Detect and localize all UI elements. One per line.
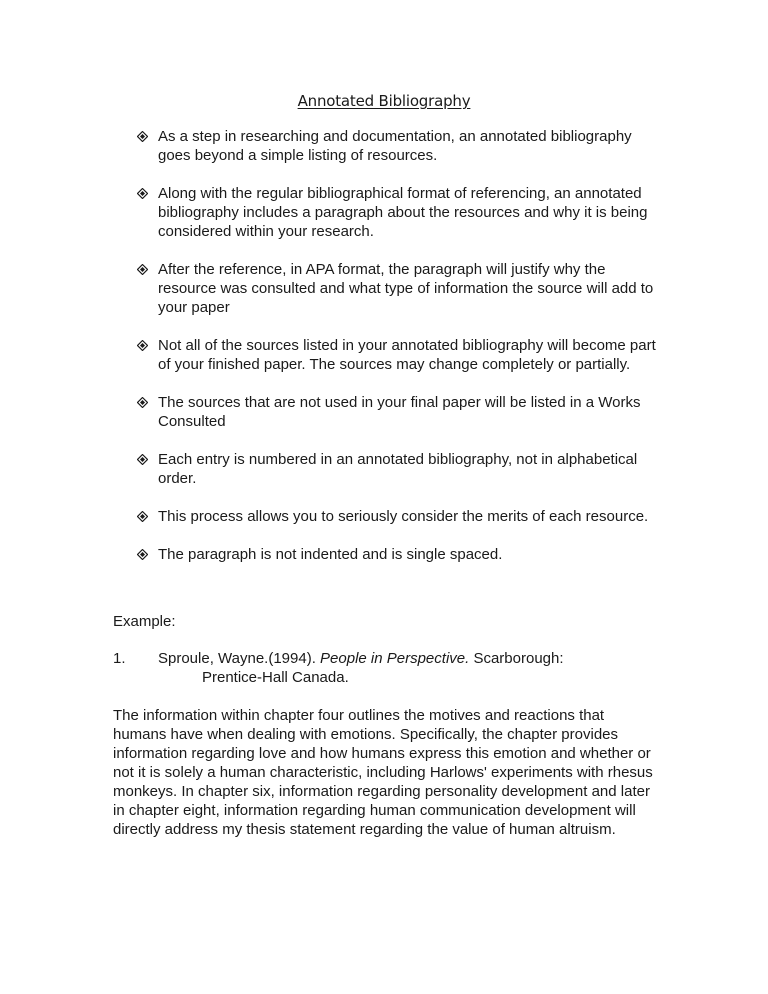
diamond-bullet-icon	[137, 188, 148, 199]
guideline-list	[137, 127, 657, 583]
entry-publisher: Prentice-Hall Canada.	[202, 669, 349, 686]
document-title: Annotated Bibliography	[297, 92, 471, 110]
list-item-text: As a step in researching and documentation, an annotated bibliography goes beyond a simple listing of resources.	[158, 128, 632, 164]
list-item	[137, 507, 657, 526]
diamond-bullet-icon	[137, 264, 148, 275]
annotation-paragraph: The information within chapter four outlines the motives and reactions that humans have when dealing with emotions. Specifically, the chapter provides information regarding love and how humans express this emotion and whether or not it is solely a human characteristic, including Harlows' experiments with rhesus monkeys. In chapter six, information regarding personality development and later in chapter eight, information regarding human communication development will directly address my thesis statement regarding the value of human altruism.	[113, 707, 653, 838]
list-item-text: Not all of the sources listed in your annotated bibliography will become part of your finished paper. The sources may change completely or partially.	[158, 337, 656, 373]
diamond-bullet-icon	[137, 340, 148, 351]
list-item	[137, 450, 657, 488]
list-item	[137, 127, 657, 165]
entry-author: Sproule, Wayne.(1994).	[158, 650, 321, 667]
diamond-bullet-icon	[137, 511, 148, 522]
example-label: Example:	[113, 613, 176, 630]
list-item-text: Along with the regular bibliographical format of referencing, an annotated bibliography includes a paragraph about the resources and why it is being considered within your research.	[158, 185, 648, 240]
diamond-bullet-icon	[137, 549, 148, 560]
diamond-bullet-icon	[137, 454, 148, 465]
list-item	[137, 336, 657, 374]
diamond-bullet-icon	[137, 397, 148, 408]
list-item-text: This process allows you to seriously consider the merits of each resource.	[158, 508, 649, 525]
entry-publisher-city: Scarborough:	[469, 650, 564, 667]
list-item-text: The paragraph is not indented and is single spaced.	[158, 546, 503, 563]
list-item-text: After the reference, in APA format, the paragraph will justify why the resource was consulted and what type of information the source will add to your paper	[158, 261, 654, 316]
entry-reference	[158, 649, 658, 687]
list-item-text: The sources that are not used in your final paper will be listed in a Works Consulted	[158, 394, 641, 430]
list-item	[137, 545, 657, 564]
diamond-bullet-icon	[137, 131, 148, 142]
list-item	[137, 260, 657, 317]
list-item-text: Each entry is numbered in an annotated bibliography, not in alphabetical order.	[158, 451, 638, 487]
entry-book-title: People in Perspective.	[320, 650, 470, 667]
list-item	[137, 393, 657, 431]
list-item	[137, 184, 657, 241]
entry-number: 1.	[113, 650, 126, 667]
